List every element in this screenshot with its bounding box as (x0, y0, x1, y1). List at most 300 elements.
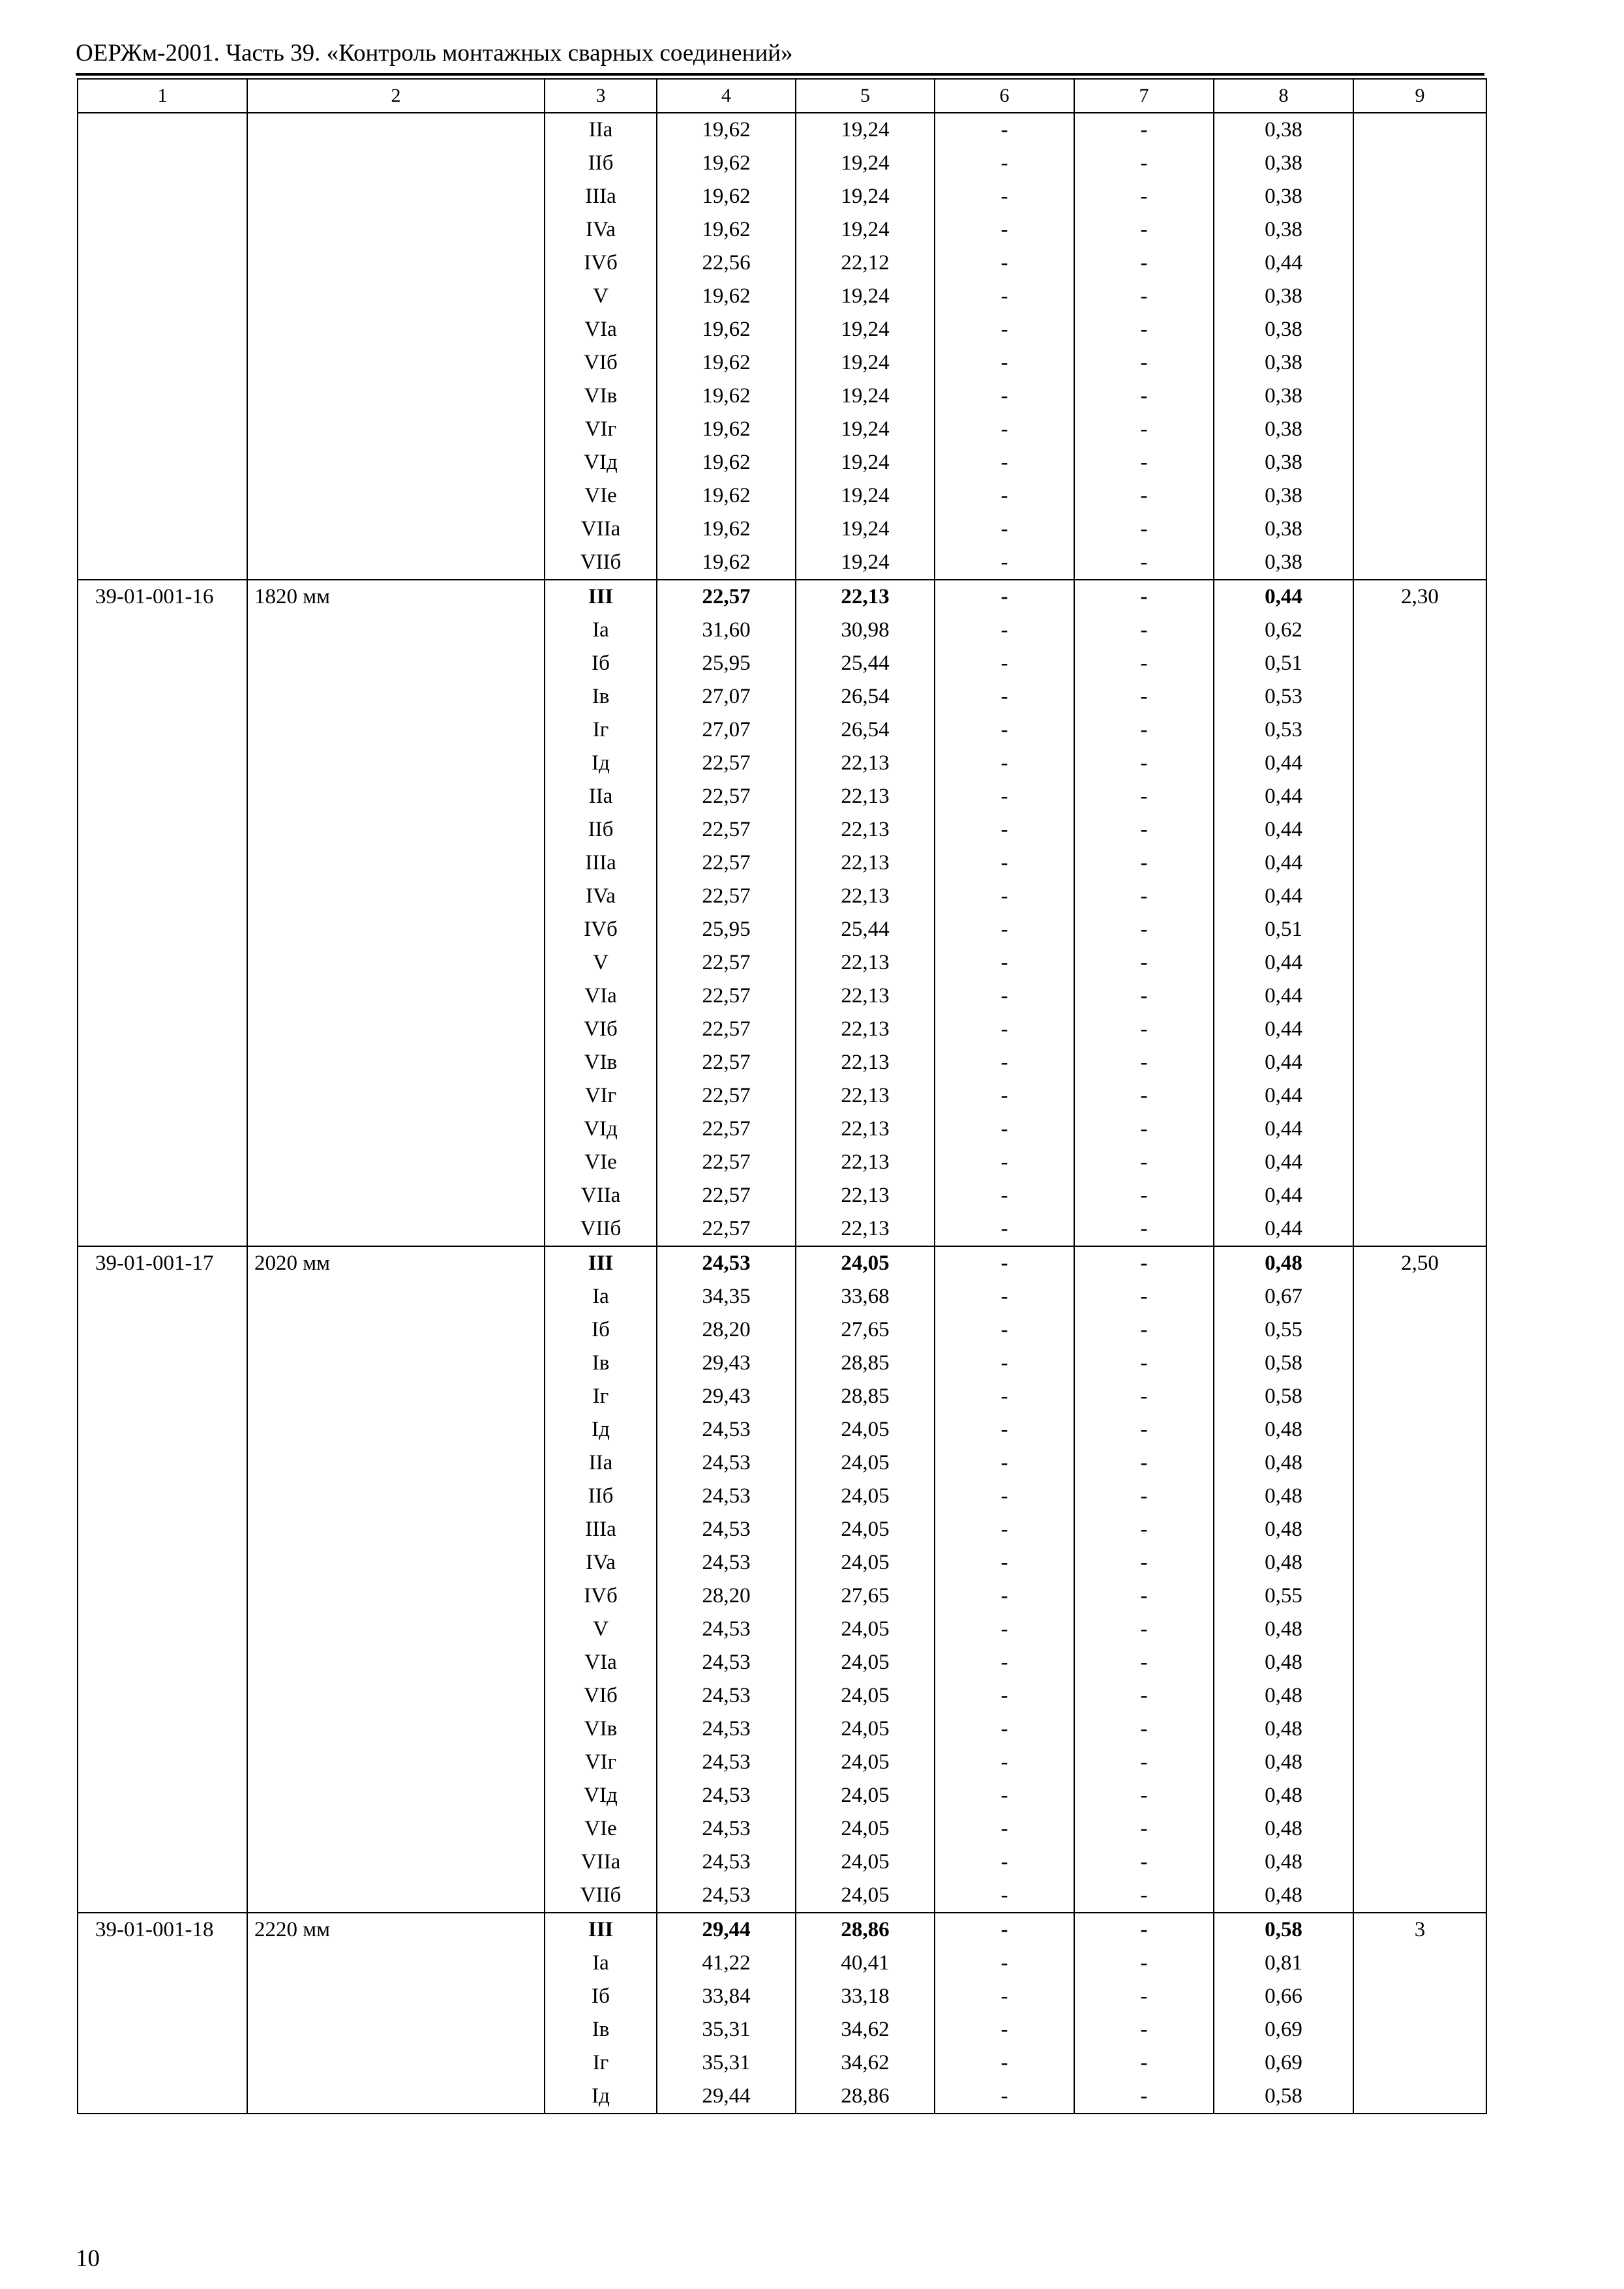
value-cell: - (1074, 713, 1214, 747)
total-cell (1353, 1779, 1486, 1812)
group-header-row (78, 1246, 1486, 1280)
total-cell (1353, 1446, 1486, 1480)
code-cell (78, 380, 247, 413)
value-cell: 0,58 (1214, 1380, 1353, 1413)
value-cell: 28,85 (796, 1380, 935, 1413)
value-cell: - (935, 980, 1074, 1013)
value-cell: 19,24 (796, 346, 935, 380)
code-cell (78, 479, 247, 513)
table-row (78, 813, 1486, 846)
table-row (78, 680, 1486, 713)
column-number: 7 (1074, 79, 1214, 113)
table-row (78, 413, 1486, 446)
value-cell: - (1074, 1079, 1214, 1113)
code-cell (78, 313, 247, 346)
table-row (78, 513, 1486, 546)
column-number-row (78, 79, 1486, 113)
value-cell: 0,62 (1214, 614, 1353, 647)
value-cell: 24,05 (796, 1413, 935, 1446)
value-cell: 19,62 (657, 346, 796, 380)
value-cell: 27,07 (657, 680, 796, 713)
value-cell: 0,48 (1214, 1879, 1353, 1913)
name-cell (247, 1513, 545, 1546)
value-cell: - (1074, 1947, 1214, 1980)
total-cell (1353, 1746, 1486, 1779)
code-cell (78, 1746, 247, 1779)
value-cell: 0,44 (1214, 1146, 1353, 1179)
value-cell: 0,38 (1214, 413, 1353, 446)
value-cell: 0,44 (1214, 1079, 1353, 1113)
value-cell: 0,38 (1214, 546, 1353, 580)
value-cell: - (935, 1013, 1074, 1046)
value-cell: 24,53 (657, 1246, 796, 1280)
name-cell (247, 247, 545, 280)
value-cell: 22,13 (796, 1146, 935, 1179)
code-cell (78, 1347, 247, 1380)
value-cell: 0,38 (1214, 147, 1353, 180)
table-row (78, 1646, 1486, 1679)
zone-cell: III (545, 580, 657, 614)
value-cell: 19,62 (657, 313, 796, 346)
name-cell (247, 813, 545, 846)
value-cell: 34,62 (796, 2013, 935, 2046)
value-cell: 0,48 (1214, 1446, 1353, 1480)
value-cell: 24,05 (796, 1679, 935, 1713)
value-cell: 24,53 (657, 1480, 796, 1513)
value-cell: 30,98 (796, 614, 935, 647)
total-cell (1353, 647, 1486, 680)
value-cell: - (1074, 313, 1214, 346)
code-cell (78, 880, 247, 913)
value-cell: - (935, 1480, 1074, 1513)
value-cell: - (935, 680, 1074, 713)
value-cell: 0,38 (1214, 346, 1353, 380)
value-cell: 0,44 (1214, 846, 1353, 880)
value-cell: 28,86 (796, 1913, 935, 1947)
total-cell (1353, 880, 1486, 913)
name-cell (247, 1480, 545, 1513)
code-cell (78, 1947, 247, 1980)
name-cell (247, 1046, 545, 1079)
zone-cell: IVa (545, 213, 657, 247)
value-cell: 0,38 (1214, 446, 1353, 479)
table-row (78, 1212, 1486, 1246)
column-number: 1 (78, 79, 247, 113)
code-cell (78, 1313, 247, 1347)
name-cell (247, 1812, 545, 1846)
total-cell (1353, 513, 1486, 546)
value-cell: 0,48 (1214, 1546, 1353, 1579)
zone-cell: IIб (545, 1480, 657, 1513)
table-row (78, 846, 1486, 880)
value-cell: 22,57 (657, 1046, 796, 1079)
value-cell: 25,44 (796, 913, 935, 946)
value-cell: - (1074, 647, 1214, 680)
code-cell (78, 1713, 247, 1746)
table-row (78, 113, 1486, 147)
value-cell: 34,62 (796, 2046, 935, 2080)
value-cell: 28,86 (796, 2080, 935, 2114)
value-cell: - (935, 1646, 1074, 1679)
code-cell (78, 346, 247, 380)
value-cell: - (935, 113, 1074, 147)
value-cell: - (935, 313, 1074, 346)
total-cell (1353, 346, 1486, 380)
zone-cell: VIв (545, 380, 657, 413)
column-number: 3 (545, 79, 657, 113)
code-cell (78, 1212, 247, 1246)
value-cell: - (935, 1212, 1074, 1246)
name-cell (247, 180, 545, 213)
total-cell: 3 (1353, 1913, 1486, 1947)
total-cell (1353, 1280, 1486, 1313)
zone-cell: Iв (545, 680, 657, 713)
value-cell: 22,57 (657, 946, 796, 980)
value-cell: - (1074, 1980, 1214, 2013)
value-cell: - (1074, 113, 1214, 147)
column-number: 4 (657, 79, 796, 113)
code-cell: 39-01-001-18 (78, 1913, 247, 1947)
table-row (78, 1746, 1486, 1779)
code-cell (78, 180, 247, 213)
value-cell: 19,62 (657, 180, 796, 213)
table-row (78, 1347, 1486, 1380)
value-cell: 0,66 (1214, 1980, 1353, 2013)
zone-cell: Ia (545, 614, 657, 647)
total-cell (1353, 113, 1486, 147)
code-cell (78, 1179, 247, 1212)
value-cell: - (1074, 1812, 1214, 1846)
value-cell: - (935, 346, 1074, 380)
code-cell (78, 147, 247, 180)
total-cell (1353, 1380, 1486, 1413)
total-cell (1353, 1980, 1486, 2013)
value-cell: 19,24 (796, 513, 935, 546)
value-cell: - (1074, 1179, 1214, 1212)
value-cell: - (1074, 2080, 1214, 2114)
zone-cell: IIIa (545, 846, 657, 880)
value-cell: 24,53 (657, 1679, 796, 1713)
value-cell: 33,18 (796, 1980, 935, 2013)
value-cell: - (1074, 1446, 1214, 1480)
total-cell (1353, 1079, 1486, 1113)
value-cell: - (1074, 1280, 1214, 1313)
value-cell: 24,05 (796, 1746, 935, 1779)
value-cell: 0,48 (1214, 1246, 1353, 1280)
value-cell: - (1074, 1513, 1214, 1546)
name-cell (247, 1280, 545, 1313)
total-cell (1353, 1313, 1486, 1347)
value-cell: - (935, 1879, 1074, 1913)
value-cell: - (1074, 1546, 1214, 1579)
value-cell: 22,57 (657, 1113, 796, 1146)
name-cell (247, 647, 545, 680)
value-cell: 19,62 (657, 113, 796, 147)
name-cell (247, 946, 545, 980)
zone-cell: IVб (545, 1579, 657, 1613)
zone-cell: VIIa (545, 1846, 657, 1879)
total-cell (1353, 1513, 1486, 1546)
code-cell (78, 2080, 247, 2114)
value-cell: 22,13 (796, 813, 935, 846)
value-cell: - (935, 1546, 1074, 1579)
total-cell (1353, 1179, 1486, 1212)
zone-cell: VIe (545, 479, 657, 513)
code-cell (78, 1146, 247, 1179)
code-cell (78, 1679, 247, 1713)
code-cell (78, 614, 247, 647)
value-cell: 19,62 (657, 546, 796, 580)
value-cell: 22,57 (657, 880, 796, 913)
value-cell: - (1074, 1646, 1214, 1679)
column-number: 5 (796, 79, 935, 113)
code-cell (78, 1046, 247, 1079)
value-cell: 28,20 (657, 1313, 796, 1347)
value-cell: 22,13 (796, 1113, 935, 1146)
code-cell (78, 213, 247, 247)
value-cell: 19,24 (796, 313, 935, 346)
value-cell: 19,62 (657, 446, 796, 479)
zone-cell: IIIa (545, 1513, 657, 1546)
value-cell: 24,05 (796, 1713, 935, 1746)
page-number: 10 (76, 2245, 100, 2272)
table-row (78, 1513, 1486, 1546)
value-cell: 19,62 (657, 147, 796, 180)
zone-cell: IVa (545, 1546, 657, 1579)
total-cell (1353, 1713, 1486, 1746)
value-cell: - (935, 1380, 1074, 1413)
value-cell: - (935, 1280, 1074, 1313)
code-cell (78, 1446, 247, 1480)
value-cell: - (1074, 1046, 1214, 1079)
value-cell: - (935, 180, 1074, 213)
table-row (78, 1313, 1486, 1347)
value-cell: 0,53 (1214, 680, 1353, 713)
total-cell (1353, 946, 1486, 980)
value-cell: - (1074, 1246, 1214, 1280)
column-number: 2 (247, 79, 545, 113)
zone-cell: Iд (545, 747, 657, 780)
table-row (78, 247, 1486, 280)
code-cell (78, 1779, 247, 1812)
table-row (78, 1947, 1486, 1980)
value-cell: 0,44 (1214, 813, 1353, 846)
zone-cell: VIд (545, 1779, 657, 1812)
table-row (78, 1579, 1486, 1613)
value-cell: 19,24 (796, 413, 935, 446)
code-cell (78, 1113, 247, 1146)
value-cell: 22,57 (657, 580, 796, 614)
value-cell: - (935, 1179, 1074, 1212)
name-cell (247, 747, 545, 780)
total-cell: 2,30 (1353, 580, 1486, 614)
zone-cell: VIв (545, 1046, 657, 1079)
column-number: 9 (1353, 79, 1486, 113)
value-cell: 0,44 (1214, 1046, 1353, 1079)
code-cell (78, 1646, 247, 1679)
name-cell (247, 1079, 545, 1113)
total-cell (1353, 1413, 1486, 1446)
value-cell: 0,48 (1214, 1679, 1353, 1713)
name-cell (247, 980, 545, 1013)
table-row (78, 446, 1486, 479)
total-cell (1353, 913, 1486, 946)
value-cell: 34,35 (657, 1280, 796, 1313)
value-cell: - (935, 1679, 1074, 1713)
value-cell: 29,44 (657, 1913, 796, 1947)
table-row (78, 380, 1486, 413)
value-cell: 0,67 (1214, 1280, 1353, 1313)
value-cell: 24,05 (796, 1480, 935, 1513)
value-cell: - (1074, 580, 1214, 614)
group-header-row (78, 580, 1486, 614)
name-cell (247, 1380, 545, 1413)
zone-cell: VIIб (545, 546, 657, 580)
total-cell (1353, 1846, 1486, 1879)
value-cell: - (935, 880, 1074, 913)
value-cell: 33,84 (657, 1980, 796, 2013)
zone-cell: Iб (545, 1980, 657, 2013)
table-row (78, 747, 1486, 780)
zone-cell: VIIб (545, 1879, 657, 1913)
zone-cell: Iд (545, 1413, 657, 1446)
value-cell: 22,13 (796, 1179, 935, 1212)
value-cell: - (1074, 980, 1214, 1013)
value-cell: - (935, 546, 1074, 580)
value-cell: - (935, 1947, 1074, 1980)
name-cell (247, 280, 545, 313)
value-cell: - (935, 1579, 1074, 1613)
code-cell (78, 247, 247, 280)
value-cell: 19,62 (657, 513, 796, 546)
code-cell (78, 846, 247, 880)
code-cell (78, 680, 247, 713)
table-row (78, 546, 1486, 580)
value-cell: - (935, 1980, 1074, 2013)
zone-cell: VIIб (545, 1212, 657, 1246)
value-cell: 27,07 (657, 713, 796, 747)
zone-cell: VIг (545, 1746, 657, 1779)
value-cell: - (935, 1413, 1074, 1446)
value-cell: 22,57 (657, 1013, 796, 1046)
value-cell: - (1074, 1913, 1214, 1947)
value-cell: - (935, 2013, 1074, 2046)
total-cell (1353, 1679, 1486, 1713)
code-cell (78, 1812, 247, 1846)
value-cell: 35,31 (657, 2046, 796, 2080)
value-cell: 26,54 (796, 680, 935, 713)
table-row (78, 1879, 1486, 1913)
zone-cell: V (545, 1613, 657, 1646)
table-row (78, 1779, 1486, 1812)
value-cell: 24,53 (657, 1846, 796, 1879)
value-cell: 29,44 (657, 2080, 796, 2114)
value-cell: 35,31 (657, 2013, 796, 2046)
table-row (78, 346, 1486, 380)
value-cell: 24,05 (796, 1513, 935, 1546)
value-cell: - (935, 247, 1074, 280)
name-cell (247, 446, 545, 479)
value-cell: - (1074, 1146, 1214, 1179)
value-cell: 0,38 (1214, 213, 1353, 247)
value-cell: 0,44 (1214, 1013, 1353, 1046)
value-cell: 0,48 (1214, 1713, 1353, 1746)
table-row (78, 1713, 1486, 1746)
code-cell (78, 1546, 247, 1579)
name-cell (247, 1313, 545, 1347)
value-cell: - (935, 1713, 1074, 1746)
name-cell (247, 1146, 545, 1179)
name-cell (247, 1179, 545, 1212)
value-cell: 0,58 (1214, 1347, 1353, 1380)
value-cell: 25,95 (657, 913, 796, 946)
value-cell: 0,44 (1214, 980, 1353, 1013)
table-body (78, 113, 1486, 2114)
table-row (78, 1046, 1486, 1079)
value-cell: - (935, 1613, 1074, 1646)
value-cell: 27,65 (796, 1313, 935, 1347)
zone-cell: VIe (545, 1812, 657, 1846)
value-cell: - (1074, 513, 1214, 546)
total-cell (1353, 846, 1486, 880)
value-cell: - (1074, 946, 1214, 980)
value-cell: - (1074, 180, 1214, 213)
value-cell: 22,13 (796, 946, 935, 980)
table-row (78, 2080, 1486, 2114)
value-cell: 19,24 (796, 546, 935, 580)
value-cell: 22,57 (657, 980, 796, 1013)
value-cell: 22,13 (796, 846, 935, 880)
value-cell: - (935, 780, 1074, 813)
value-cell: 0,44 (1214, 880, 1353, 913)
zone-cell: Iг (545, 1380, 657, 1413)
value-cell: 19,24 (796, 113, 935, 147)
name-cell (247, 1347, 545, 1380)
value-cell: 19,24 (796, 479, 935, 513)
name-cell: 1820 мм (247, 580, 545, 614)
value-cell: - (935, 580, 1074, 614)
value-cell: - (935, 413, 1074, 446)
name-cell (247, 1846, 545, 1879)
name-cell (247, 1947, 545, 1980)
value-cell: 19,24 (796, 180, 935, 213)
total-cell (1353, 180, 1486, 213)
value-cell: 22,13 (796, 580, 935, 614)
value-cell: 19,24 (796, 280, 935, 313)
code-cell (78, 1480, 247, 1513)
total-cell (1353, 380, 1486, 413)
zone-cell: IVб (545, 913, 657, 946)
value-cell: 0,38 (1214, 479, 1353, 513)
table-row (78, 1113, 1486, 1146)
value-cell: - (935, 846, 1074, 880)
value-cell: 22,13 (796, 1212, 935, 1246)
total-cell (1353, 1812, 1486, 1846)
value-cell: - (1074, 446, 1214, 479)
value-cell: 0,81 (1214, 1947, 1353, 1980)
value-cell: - (935, 1779, 1074, 1812)
value-cell: 0,38 (1214, 180, 1353, 213)
name-cell (247, 1980, 545, 2013)
zone-cell: Iг (545, 2046, 657, 2080)
total-cell (1353, 680, 1486, 713)
value-cell: 19,24 (796, 446, 935, 479)
total-cell (1353, 2046, 1486, 2080)
table-row (78, 479, 1486, 513)
table-row (78, 713, 1486, 747)
value-cell: 27,65 (796, 1579, 935, 1613)
value-cell: 24,53 (657, 1546, 796, 1579)
